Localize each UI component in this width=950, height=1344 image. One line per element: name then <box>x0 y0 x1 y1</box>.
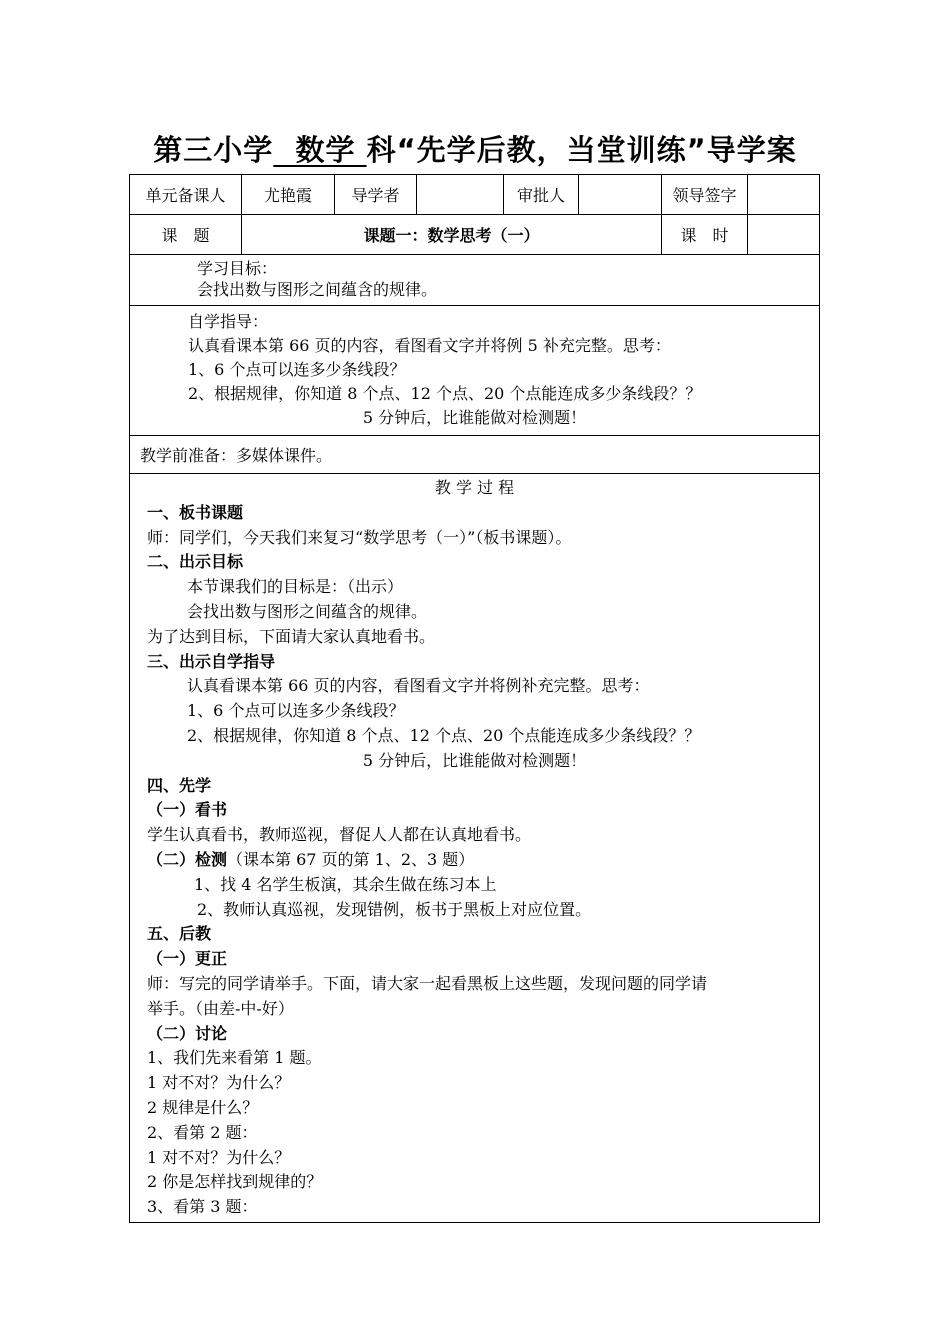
goals-cell <box>130 255 820 306</box>
discussion-line: 1 对不对？为什么？ <box>147 1073 291 1093</box>
discussion-line: 2 规律是什么？ <box>147 1097 259 1117</box>
lesson-plan-table <box>129 174 820 1223</box>
section-title: 四、先学 <box>147 775 212 795</box>
guidance-line: 2、根据规律，你知道 8 个点、12 个点、20 个点能连成多少条线段？？ <box>188 384 702 403</box>
discussion-line: 1、我们先来看第 1 题。 <box>147 1048 322 1068</box>
guide-value-cell <box>417 175 504 215</box>
subsection-title: （一）更正 <box>147 949 228 969</box>
goals-row <box>130 255 820 306</box>
title-prefix: 第三小学 <box>153 133 274 167</box>
hours-value-cell <box>748 215 820 255</box>
section-text: 2、教师认真巡视，发现错例，板书于黑板上对应位置。 <box>197 899 592 919</box>
guidance-row <box>130 306 820 436</box>
process-heading: 教 学 过 程 <box>434 478 515 497</box>
section-text: 5 分钟后，比谁能做对检测题！ <box>362 750 587 770</box>
unit-teacher-label: 单元备课人 <box>130 175 242 215</box>
guidance-line: 5 分钟后，比谁能做对检测题！ <box>362 408 587 427</box>
leader-sign-label: 领导签字 <box>662 175 748 215</box>
guidance-line: 1、6 个点可以连多少条线段？ <box>188 360 406 379</box>
discussion-line: 2、看第 2 题： <box>147 1122 258 1142</box>
goals-text: 会找出数与图形之间蕴含的规律。 <box>197 280 438 299</box>
topic-row <box>130 215 820 255</box>
section-title: 一、板书课题 <box>147 502 244 522</box>
subsection-title: （二）讨论 <box>147 1023 228 1043</box>
guidance-label: 自学指导： <box>188 312 269 331</box>
topic-value: 课题一：数学思考（一） <box>242 215 662 255</box>
section-text: 会找出数与图形之间蕴含的规律。 <box>187 601 428 621</box>
process-row <box>130 474 820 1223</box>
guide-label: 导学者 <box>335 175 417 215</box>
section-text: 为了达到目标，下面请大家认真地看书。 <box>147 626 436 646</box>
process-cell <box>130 474 820 1223</box>
subsection-note: （课本第 67 页的第 1、2、3 题） <box>227 849 475 869</box>
section-text: 1、6 个点可以连多少条线段？ <box>187 701 405 721</box>
goals-label: 学习目标： <box>197 259 278 278</box>
section-text: 认真看课本第 66 页的内容，看图看文字并将例补充完整。思考： <box>187 676 650 696</box>
discussion-line: 1 对不对？为什么？ <box>147 1147 291 1167</box>
section-text: 1、找 4 名学生板演，其余生做在练习本上 <box>194 874 497 894</box>
leader-sign-value-cell <box>748 175 820 215</box>
topic-label: 课 题 <box>130 215 242 255</box>
subsection-line <box>147 848 819 873</box>
guidance-cell <box>130 306 820 436</box>
section-text: 师：同学们，今天我们来复习“数学思考（一）”（板书课题）。 <box>147 527 572 547</box>
section-text: 举手。（由差-中-好） <box>147 998 294 1018</box>
prep-text: 教学前准备：多媒体课件。 <box>130 436 820 474</box>
subsection-title: （一）看书 <box>147 800 228 820</box>
title-suffix: 科“先学后教，当堂训练”导学案 <box>366 133 797 167</box>
unit-teacher-value: 尤艳霞 <box>242 175 335 215</box>
section-title: 三、出示自学指导 <box>147 651 276 671</box>
header-row <box>130 175 820 215</box>
hours-label: 课 时 <box>662 215 748 255</box>
title-subject: 数学 <box>295 133 356 167</box>
approver-value-cell <box>579 175 662 215</box>
section-text: 本节课我们的目标是：（出示） <box>187 577 404 597</box>
section-title: 二、出示目标 <box>147 552 244 572</box>
discussion-line: 3、看第 3 题： <box>147 1197 258 1217</box>
discussion-line: 2 你是怎样找到规律的？ <box>147 1172 323 1192</box>
page-title <box>0 128 950 169</box>
subsection-title: （二）检测 <box>147 849 228 869</box>
section-text: 学生认真看书，教师巡视，督促人人都在认真地看书。 <box>147 825 532 845</box>
prep-row <box>130 436 820 474</box>
guidance-line: 认真看课本第 66 页的内容，看图看文字并将例 5 补充完整。思考： <box>188 336 671 355</box>
approver-label: 审批人 <box>504 175 579 215</box>
section-text: 2、根据规律，你知道 8 个点、12 个点、20 个点能连成多少条线段？？ <box>187 725 701 745</box>
section-title: 五、后教 <box>147 924 212 944</box>
section-text: 师：写完的同学请举手。下面，请大家一起看黑板上这些题，发现问题的同学请 <box>147 973 708 993</box>
